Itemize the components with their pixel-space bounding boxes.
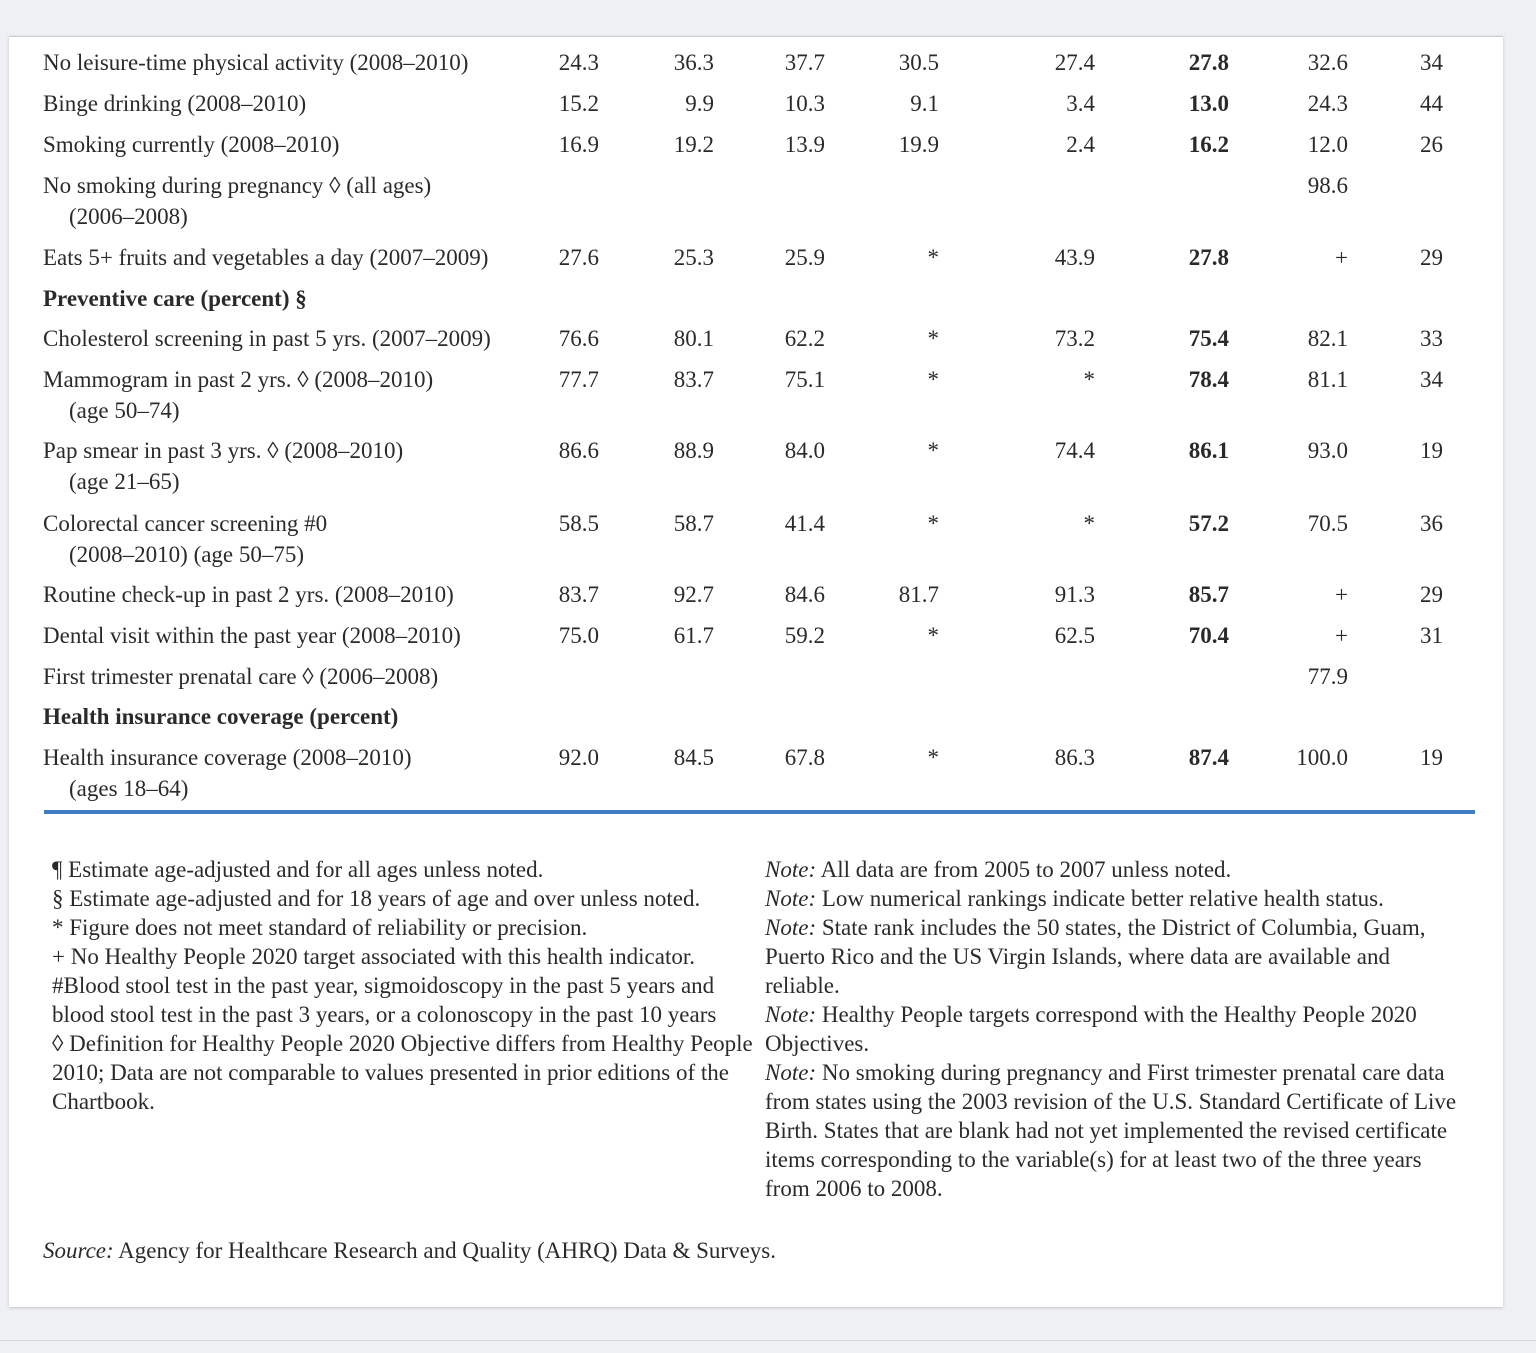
cell: * bbox=[927, 245, 939, 270]
cell: 58.5 bbox=[558, 511, 599, 536]
viewer-bottom-divider bbox=[0, 1340, 1536, 1341]
cell: 19 bbox=[1420, 438, 1443, 463]
footnote: * Figure does not meet standard of reliability or precision. bbox=[52, 915, 588, 940]
cell: 91.3 bbox=[1054, 582, 1095, 607]
cell: 86.6 bbox=[558, 438, 599, 463]
cell: 16.2 bbox=[1188, 132, 1229, 157]
cell: 78.4 bbox=[1188, 367, 1229, 392]
section-heading-text: Preventive care (percent) § bbox=[43, 286, 307, 311]
cell: 37.7 bbox=[784, 50, 825, 75]
cell: 61.7 bbox=[673, 623, 714, 648]
cell: 73.2 bbox=[1054, 326, 1095, 351]
cell: 88.9 bbox=[673, 438, 714, 463]
cell: 19.2 bbox=[673, 132, 714, 157]
cell: 86.3 bbox=[1054, 745, 1095, 770]
cell: 62.5 bbox=[1054, 623, 1095, 648]
cell: 100.0 bbox=[1296, 745, 1348, 770]
cell: 70.4 bbox=[1188, 623, 1229, 648]
cell: 25.9 bbox=[784, 245, 825, 270]
cell: 29 bbox=[1420, 245, 1443, 270]
cell: 9.9 bbox=[685, 91, 714, 116]
cell: 15.2 bbox=[558, 91, 599, 116]
cell: 16.9 bbox=[558, 132, 599, 157]
cell: 57.2 bbox=[1188, 511, 1229, 536]
cell: * bbox=[1083, 367, 1095, 392]
footnote: ¶ Estimate age-adjusted and for all ages unless noted. bbox=[52, 857, 544, 882]
section-heading-text: Health insurance coverage (percent) bbox=[43, 704, 399, 729]
row-label: No smoking during pregnancy ◊ (all ages) (2006–2008) bbox=[43, 173, 432, 229]
cell: 26 bbox=[1420, 132, 1443, 157]
cell: 27.8 bbox=[1188, 245, 1229, 270]
note: Note: All data are from 2005 to 2007 unless noted. bbox=[765, 857, 1232, 882]
cell: 27.6 bbox=[558, 245, 599, 270]
cell: 36.3 bbox=[673, 50, 714, 75]
cell: 77.7 bbox=[558, 367, 599, 392]
cell: + bbox=[1335, 582, 1348, 607]
row-label: Routine check-up in past 2 yrs. (2008–2010) bbox=[43, 582, 454, 607]
cell: 75.4 bbox=[1188, 326, 1229, 351]
cell: 31 bbox=[1420, 623, 1443, 648]
cell: 43.9 bbox=[1054, 245, 1095, 270]
cell: 58.7 bbox=[673, 511, 714, 536]
cell: 70.5 bbox=[1307, 511, 1348, 536]
cell: 12.0 bbox=[1307, 132, 1348, 157]
cell: 13.0 bbox=[1188, 91, 1229, 116]
cell: 74.4 bbox=[1054, 438, 1095, 463]
cell: + bbox=[1335, 623, 1348, 648]
cell: * bbox=[927, 745, 939, 770]
cell: 84.5 bbox=[673, 745, 714, 770]
row-label: Mammogram in past 2 yrs. ◊ (2008–2010) (age 50–74) bbox=[43, 367, 434, 423]
row-label: Pap smear in past 3 yrs. ◊ (2008–2010) (age 21–65) bbox=[43, 438, 404, 494]
cell: 36 bbox=[1420, 511, 1443, 536]
cell: * bbox=[927, 367, 939, 392]
row-label: Colorectal cancer screening #0 (2008–2010) (age 50–75) bbox=[43, 511, 328, 567]
cell: 44 bbox=[1420, 91, 1443, 116]
cell: 92.0 bbox=[558, 745, 599, 770]
cell: 24.3 bbox=[558, 50, 599, 75]
cell: 82.1 bbox=[1307, 326, 1348, 351]
cell: 2.4 bbox=[1066, 132, 1095, 157]
footnote: + No Healthy People 2020 target associated with this health indicator. bbox=[52, 944, 695, 969]
cell: 81.7 bbox=[898, 582, 939, 607]
cell: 19.9 bbox=[898, 132, 939, 157]
cell: 10.3 bbox=[784, 91, 825, 116]
cell: 92.7 bbox=[673, 582, 714, 607]
table-bottom-rule bbox=[44, 810, 1475, 814]
cell: 98.6 bbox=[1307, 173, 1348, 198]
cell: 76.6 bbox=[558, 326, 599, 351]
cell: 86.1 bbox=[1188, 438, 1229, 463]
cell: 9.1 bbox=[910, 91, 939, 116]
cell: 29 bbox=[1420, 582, 1443, 607]
note: Note: Low numerical rankings indicate better relative health status. bbox=[765, 886, 1384, 911]
document-page bbox=[9, 36, 1503, 1307]
cell: 80.1 bbox=[673, 326, 714, 351]
footnotes-left bbox=[52, 855, 762, 1116]
cell: 27.8 bbox=[1188, 50, 1229, 75]
row-label: Health insurance coverage (2008–2010) (ages 18–64) bbox=[43, 745, 412, 801]
cell: 84.6 bbox=[784, 582, 825, 607]
cell: + bbox=[1335, 245, 1348, 270]
cell: 87.4 bbox=[1188, 745, 1229, 770]
cell: 34 bbox=[1420, 50, 1443, 75]
row-label: Smoking currently (2008–2010) bbox=[43, 132, 340, 157]
cell: 83.7 bbox=[558, 582, 599, 607]
cell: 30.5 bbox=[898, 50, 939, 75]
cell: 81.1 bbox=[1307, 367, 1348, 392]
footnote: § Estimate age-adjusted and for 18 years of age and over unless noted. bbox=[52, 886, 701, 911]
cell: * bbox=[927, 623, 939, 648]
row-label: First trimester prenatal care ◊ (2006–2008) bbox=[43, 664, 439, 689]
cell: 34 bbox=[1420, 367, 1443, 392]
cell: 19 bbox=[1420, 745, 1443, 770]
cell: * bbox=[927, 511, 939, 536]
cell: 75.1 bbox=[784, 367, 825, 392]
source-line: Source: Agency for Healthcare Research and Quality (AHRQ) Data & Surveys. bbox=[43, 1238, 776, 1263]
cell: 93.0 bbox=[1307, 438, 1348, 463]
footnote: #Blood stool test in the past year, sigmoidoscopy in the past 5 years and blood stool test in the past 3 years, or a colonoscopy in the past 10 years bbox=[52, 973, 717, 1027]
row-label: Dental visit within the past year (2008–2010) bbox=[43, 623, 461, 648]
cell: 85.7 bbox=[1188, 582, 1229, 607]
row-label: No leisure-time physical activity (2008–2010) bbox=[43, 50, 469, 75]
cell: 3.4 bbox=[1066, 91, 1095, 116]
cell: 84.0 bbox=[784, 438, 825, 463]
cell: 62.2 bbox=[784, 326, 825, 351]
cell: 67.8 bbox=[784, 745, 825, 770]
row-label: Cholesterol screening in past 5 yrs. (2007–2009) bbox=[43, 326, 491, 351]
cell: 27.4 bbox=[1054, 50, 1095, 75]
cell: 13.9 bbox=[784, 132, 825, 157]
cell: 83.7 bbox=[673, 367, 714, 392]
note: Note: State rank includes the 50 states, the District of Columbia, Guam, Puerto Rico and the US Virgin Islands, where data are available and reliable. bbox=[765, 915, 1426, 998]
cell: 77.9 bbox=[1307, 664, 1348, 689]
cell: * bbox=[927, 326, 939, 351]
cell: * bbox=[1083, 511, 1095, 536]
note: Note: Healthy People targets correspond with the Healthy People 2020 Objectives. bbox=[765, 1002, 1417, 1056]
cell: 24.3 bbox=[1307, 91, 1348, 116]
footnote: ◊ Definition for Healthy People 2020 Objective differs from Healthy People 2010; Data are not comparable to values presented in prior editions of the Chartbook. bbox=[52, 1031, 753, 1114]
row-label: Binge drinking (2008–2010) bbox=[43, 91, 307, 116]
cell: 33 bbox=[1420, 326, 1443, 351]
cell: 75.0 bbox=[558, 623, 599, 648]
cell: 59.2 bbox=[784, 623, 825, 648]
notes-right bbox=[765, 855, 1465, 1203]
cell: 25.3 bbox=[673, 245, 714, 270]
cell: * bbox=[927, 438, 939, 463]
cell: 41.4 bbox=[784, 511, 825, 536]
cell: 32.6 bbox=[1307, 50, 1348, 75]
note: Note: No smoking during pregnancy and First trimester prenatal care data from states using the 2003 revision of the U.S. Standard Certificate of Live Birth. States that are blank had not yet implemented the revised certificate items corresponding to the variable(s) for at least two of the three years from 2006 to 2008. bbox=[765, 1060, 1457, 1201]
row-label: Eats 5+ fruits and vegetables a day (2007–2009) bbox=[43, 245, 489, 270]
